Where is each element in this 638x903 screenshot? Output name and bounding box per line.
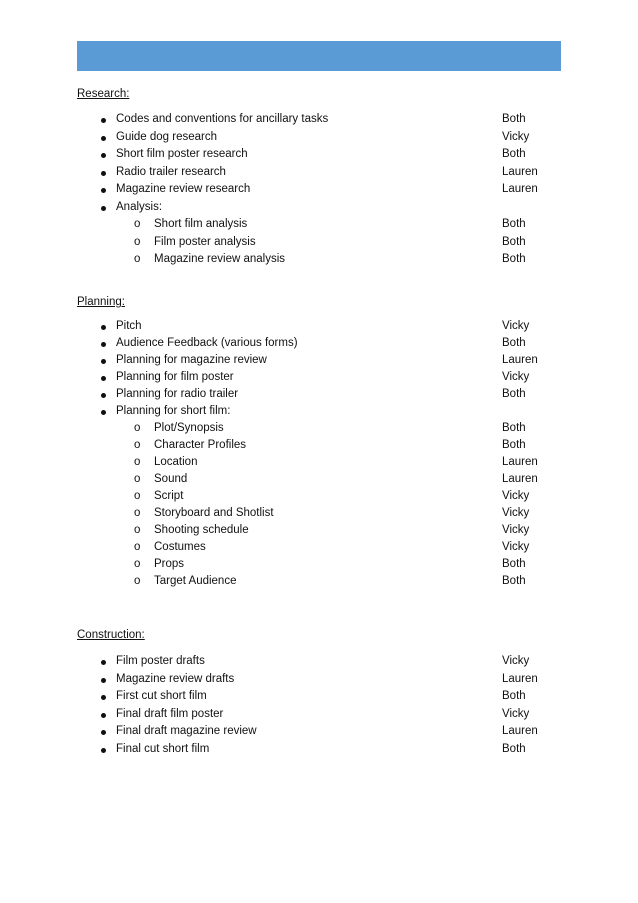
task-owner: Both bbox=[502, 743, 526, 755]
task-owner: Lauren bbox=[502, 183, 538, 195]
task-label: Final draft magazine review bbox=[116, 725, 257, 738]
list-item bbox=[0, 166, 638, 183]
task-label: Film poster analysis bbox=[154, 235, 256, 248]
task-label: First cut short film bbox=[116, 690, 207, 703]
task-label: Guide dog research bbox=[116, 130, 218, 143]
task-label: Planning for magazine review bbox=[116, 354, 267, 366]
task-label: Planning for short film: bbox=[116, 405, 231, 417]
task-owner: Lauren bbox=[502, 456, 538, 468]
task-owner: Both bbox=[502, 558, 526, 570]
task-label: Magazine review research bbox=[116, 183, 251, 195]
sub-list-item bbox=[0, 422, 638, 439]
sub-list-item bbox=[0, 253, 638, 270]
task-owner: Both bbox=[502, 439, 526, 451]
task-owner: Vicky bbox=[502, 655, 530, 667]
task-owner: Lauren bbox=[502, 725, 538, 738]
circle-bullet-icon: o bbox=[134, 490, 141, 502]
list-item bbox=[0, 405, 638, 422]
sub-list-item bbox=[0, 507, 638, 524]
circle-bullet-icon: o bbox=[134, 558, 141, 570]
bullet-icon bbox=[101, 748, 106, 753]
task-label: Target Audience bbox=[154, 575, 237, 587]
bullet-icon bbox=[101, 118, 106, 123]
task-label: Audience Feedback (various forms) bbox=[116, 337, 298, 349]
task-owner: Vicky bbox=[502, 320, 530, 332]
list-item bbox=[0, 708, 638, 725]
circle-bullet-icon: o bbox=[134, 235, 141, 248]
circle-bullet-icon: o bbox=[134, 524, 141, 536]
task-owner: Both bbox=[502, 575, 526, 587]
circle-bullet-icon: o bbox=[134, 473, 141, 485]
task-owner: Lauren bbox=[502, 165, 538, 178]
task-label: Location bbox=[154, 456, 198, 468]
circle-bullet-icon: o bbox=[134, 422, 141, 434]
bullet-icon bbox=[101, 376, 106, 381]
task-owner: Both bbox=[502, 337, 526, 349]
sub-list-item bbox=[0, 575, 638, 592]
bullet-icon bbox=[101, 730, 106, 735]
bullet-icon bbox=[101, 359, 106, 364]
circle-bullet-icon: o bbox=[134, 253, 141, 265]
list-item bbox=[0, 201, 638, 218]
list-item bbox=[0, 388, 638, 405]
bullet-icon bbox=[101, 660, 106, 665]
sub-list-item bbox=[0, 490, 638, 507]
task-label: Script bbox=[154, 490, 184, 502]
list-item bbox=[0, 320, 638, 337]
bullet-icon bbox=[101, 393, 106, 398]
task-label: Magazine review drafts bbox=[116, 672, 235, 685]
list-item bbox=[0, 148, 638, 165]
bullet-icon bbox=[101, 678, 106, 683]
task-owner: Vicky bbox=[502, 541, 530, 553]
task-owner: Vicky bbox=[502, 371, 530, 383]
task-label: Shooting schedule bbox=[154, 524, 249, 536]
bullet-icon bbox=[101, 153, 106, 158]
bullet-icon bbox=[101, 188, 106, 193]
bullet-icon bbox=[101, 171, 106, 176]
task-owner: Both bbox=[502, 218, 526, 230]
task-owner: Lauren bbox=[502, 354, 538, 366]
sub-list-item bbox=[0, 439, 638, 456]
sub-list-item bbox=[0, 524, 638, 541]
sub-list-item bbox=[0, 456, 638, 473]
task-owner: Vicky bbox=[502, 130, 530, 143]
list-item bbox=[0, 725, 638, 742]
task-label: Pitch bbox=[116, 320, 142, 332]
task-label: Film poster drafts bbox=[116, 655, 205, 667]
bullet-icon bbox=[101, 325, 106, 330]
sub-list-item bbox=[0, 218, 638, 235]
circle-bullet-icon: o bbox=[134, 575, 141, 587]
circle-bullet-icon: o bbox=[134, 456, 141, 468]
sub-list-item bbox=[0, 473, 638, 490]
sub-list-item bbox=[0, 541, 638, 558]
bullet-icon bbox=[101, 713, 106, 718]
section-heading: Planning: bbox=[77, 296, 125, 308]
task-label: Radio trailer research bbox=[116, 165, 226, 178]
task-label: Character Profiles bbox=[154, 439, 247, 451]
list-item bbox=[0, 131, 638, 148]
task-label: Magazine review analysis bbox=[154, 253, 286, 265]
section-heading: Research: bbox=[77, 88, 130, 100]
circle-bullet-icon: o bbox=[134, 439, 141, 451]
task-label: Final draft film poster bbox=[116, 707, 224, 720]
circle-bullet-icon: o bbox=[134, 218, 141, 230]
circle-bullet-icon: o bbox=[134, 507, 141, 519]
circle-bullet-icon: o bbox=[134, 541, 141, 553]
task-owner: Vicky bbox=[502, 490, 530, 502]
task-label: Sound bbox=[154, 473, 188, 485]
list-item bbox=[0, 337, 638, 354]
bullet-icon bbox=[101, 695, 106, 700]
task-owner: Both bbox=[502, 235, 526, 248]
task-owner: Both bbox=[502, 388, 526, 400]
task-label: Planning for film poster bbox=[116, 371, 234, 383]
sub-list-item bbox=[0, 558, 638, 575]
list-item bbox=[0, 655, 638, 672]
task-label: Props bbox=[154, 558, 185, 570]
task-label: Short film poster research bbox=[116, 148, 248, 160]
list-item bbox=[0, 354, 638, 371]
bullet-icon bbox=[101, 136, 106, 141]
list-item bbox=[0, 113, 638, 130]
bullet-icon bbox=[101, 342, 106, 347]
sub-list-item bbox=[0, 236, 638, 253]
list-item bbox=[0, 743, 638, 760]
section-heading: Construction: bbox=[77, 629, 145, 641]
task-owner: Lauren bbox=[502, 672, 538, 685]
task-owner: Vicky bbox=[502, 524, 530, 536]
list-item bbox=[0, 183, 638, 200]
task-owner: Both bbox=[502, 253, 526, 265]
task-owner: Vicky bbox=[502, 707, 530, 720]
list-item bbox=[0, 673, 638, 690]
task-label: Storyboard and Shotlist bbox=[154, 507, 274, 519]
task-owner: Both bbox=[502, 422, 526, 434]
task-owner: Both bbox=[502, 113, 526, 125]
header-banner bbox=[77, 41, 561, 71]
bullet-icon bbox=[101, 206, 106, 211]
task-label: Short film analysis bbox=[154, 218, 248, 230]
task-label: Plot/Synopsis bbox=[154, 422, 224, 434]
task-label: Costumes bbox=[154, 541, 206, 553]
list-item bbox=[0, 371, 638, 388]
task-owner: Both bbox=[502, 690, 526, 703]
list-item bbox=[0, 690, 638, 707]
task-owner: Lauren bbox=[502, 473, 538, 485]
task-owner: Both bbox=[502, 148, 526, 160]
bullet-icon bbox=[101, 410, 106, 415]
task-owner: Vicky bbox=[502, 507, 530, 519]
task-label: Planning for radio trailer bbox=[116, 388, 239, 400]
task-label: Analysis: bbox=[116, 200, 163, 213]
task-label: Final cut short film bbox=[116, 743, 210, 755]
task-label: Codes and conventions for ancillary tasks bbox=[116, 113, 329, 125]
